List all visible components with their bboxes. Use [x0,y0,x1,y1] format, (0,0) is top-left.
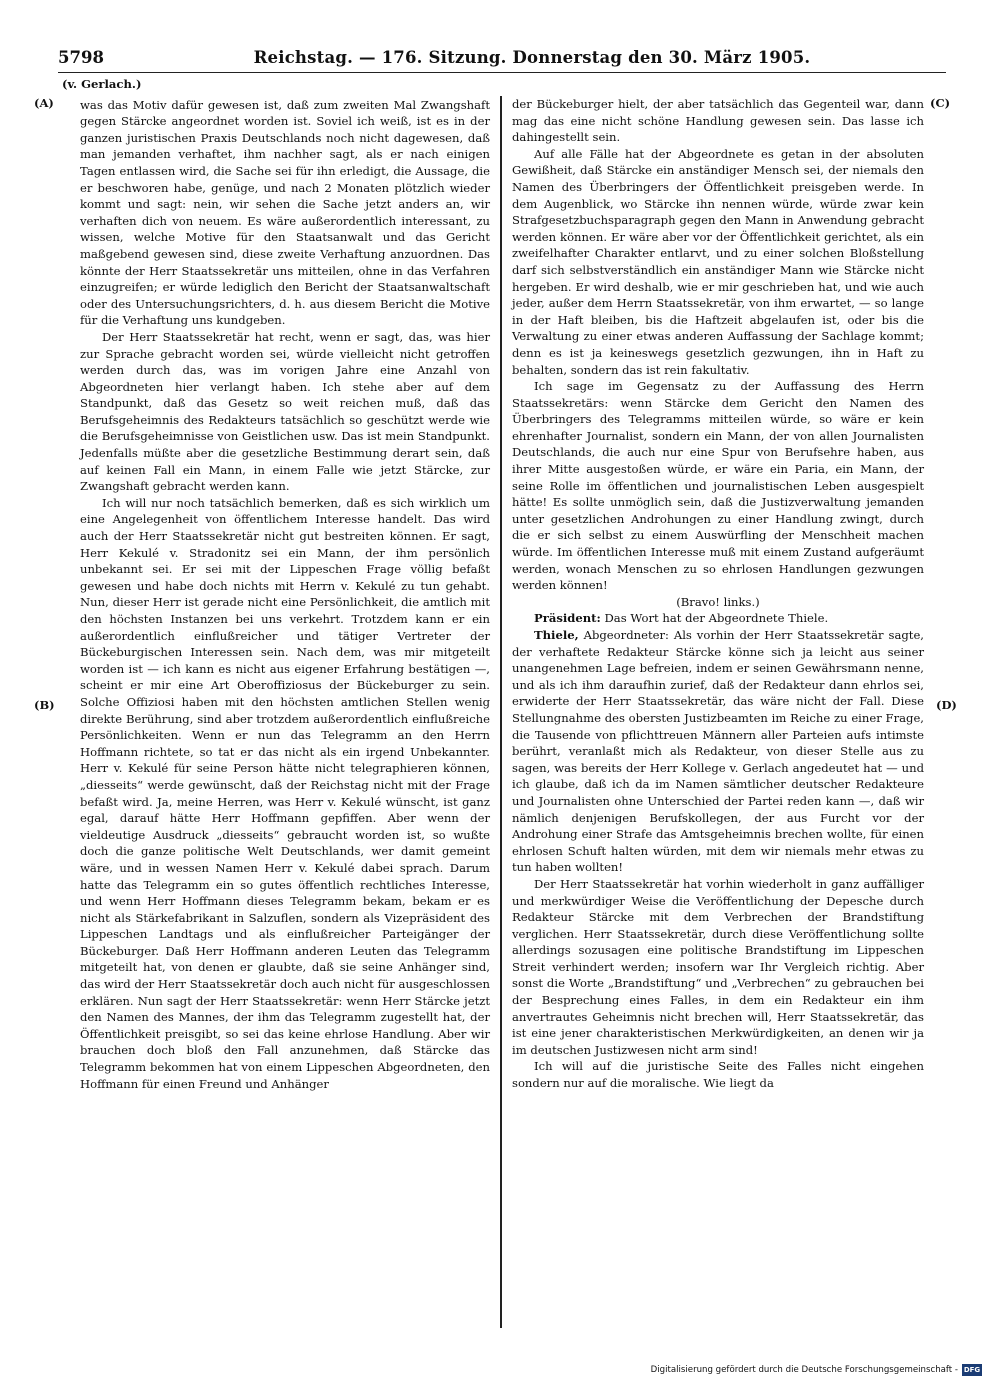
thiele-label: Thiele, [534,628,579,642]
right-paragraph: Ich will auf die juristische Seite des Falles nicht eingehen sondern nur auf die moralische. Wie liegt da [512,1059,924,1091]
speaker-prefix: (v. Gerlach.) [62,77,142,91]
right-column [512,96,924,1092]
thiele-speech [512,627,924,876]
margin-marker-a: (A) [34,96,54,110]
right-paragraph: Ich sage im Gegensatz zu der Auffassung des Herrn Staatssekretärs: wenn Stärcke dem Gericht den Namen des Überbringers des Telegramms mitteilen würde, so wäre er kein ehrenhafter Journalist, sondern ein Mann, der von allen Journalisten Deutschlands, die auch nur eine Spur von Berufsehre haben, aus ihrer Mitte ausgestoßen würde, er wäre ein Paria, ein Mann, der seine Rolle im öffentlichen und journalistischen Leben ausgespielt hätte! Es sollte unmöglich sein, daß die Justizverwaltung jemanden unter gesetzlichen Androhungen zu einer Handlung zwingt, durch die er sich selbst zu einem Auswürfling der Menschheit machen würde. Im öffentlichen Interesse muß mit einem Zustand aufgeräumt werden, wonach Menschen zu so ehrlosen Handlungen gezwungen werden können! [512,379,924,593]
page-header-title: Reichstag. — 176. Sitzung. Donnerstag den 30. März 1905. [253,47,811,67]
dfg-logo-icon: DFG [963,1366,981,1374]
header-rule [58,72,946,73]
right-paragraph: Der Herr Staatssekretär hat vorhin wiederholt in ganz auffälliger und merkwürdiger Weise die Veröffentlichung der Depesche durch Redakteur Stärcke mit dem Verbrechen der Brandstiftung verglichen. Herr Staatssekretär, durch diese Veröffentlichung sollte allerdings sozusagen eine politische Brandstiftung im Lippeschen Streit verhindert werden; insofern war Ihr Vergleich richtig. Aber sonst die Worte „Brandstiftung“ und „Verbrechen“ zu gebrauchen bei der Besprechung eines Falles, in dem ein Redakteur ein ihm anvertrautes Geheimnis nicht brechen will, Herr Staatssekretär, das ist eine jener charakteristischen Merkwürdigkeiten, an denen wir ja im deutschen Justizwesen nicht arm sind! [512,876,924,1057]
left-paragraph: was das Motiv dafür gewesen ist, daß zum zweiten Mal Zwangshaft gegen Stärcke angeordnet worden ist. Soviel ich weiß, ist es in der ganzen juristischen Praxis Deutschlands noch nicht dagewesen, daß man jemanden verhaftet, ihm nachher sagt, als er nach einigen Tagen entlassen wird, die Sache sei für ihn erledigt, die Aussage, die er beschworen habe, genüge, und nach 2 Monaten plötzlich wieder kommt und sagt: nein, wir sehen die Sache jetzt anders an, wir verhaften dich von neuem. Es wäre außerordentlich interessant, zu wissen, welche Motive für den Staatsanwalt und das Gericht maßgebend gewesen sind, diese zweite Verhaftung anzuordnen. Das könnte der Herr Staatssekretär uns mitteilen, ohne in das Verfahren einzugreifen; er würde lediglich den Bericht der Staatsanwaltschaft oder des Untersuchungsrichters, d. h. aus diesem Bericht die Motive für die Verhaftung uns kundgeben. [80,97,490,328]
thiele-text: Abgeordneter: Als vorhin der Herr Staatssekretär sagte, der verhaftete Redakteur Stärcke könne sich ja leicht aus seiner unangenehmen Lage befreien, indem er seinen Gewährsmann nenne, und als ich ihm daraufhin zurief, daß der Redakteur dann ehrlos sei, erwiderte der Herr Staatssekretär, das wäre nicht der Fall. Diese Stellungnahme des obersten Justizbeamten im Reiche zu einer Frage, die Tausende von pflichttreuen Männern aller Parteien aufs intimste berührt, veranlaßt mich als Redakteur, von dieser Stelle aus zu sagen, was bereits der Herr Kollege v. Gerlach angedeutet hat — und ich glaube, daß ich da im Namen sämtlicher deutscher Redakteure und Journalisten ohne Unterschied der Partei reden kann —, daß wir nämlich denjenigen Berufskollegen, der aus Furcht vor der Androhung einer Strafe das Amtsgeheimnis brechen wollte, für einen ehrlosen Schuft halten würden, mit dem wir niemals mehr etwas zu tun haben wollten! [512,628,924,875]
president-label: Präsident: [534,611,601,626]
footer [651,1362,982,1378]
left-paragraph: Ich will nur noch tatsächlich bemerken, daß es sich wirklich um eine Angelegenheit von öffentlichem Interesse handelt. Das wird auch der Herr Staatssekretär nicht gut bestreiten können. Er sagt, Herr Kekulé v. Stradonitz sei ein Mann, der ihm persönlich unbekannt sei. Er sei mit der Lippeschen Frage völlig befaßt gewesen und habe doch nichts mit Herrn v. Kekulé zu tun gehabt. Nun, dieser Herr ist gerade nicht eine Persönlichkeit, die amtlich mit den höchsten Instanzen bei uns verkehrt. Trotzdem kann er ein außerordentlich einflußreicher und tätiger Vertreter der Bückeburgischen Interessen sein. Nach dem, was mir mitgeteilt worden ist — ich kann es nicht aus eigener Erfahrung bestätigen —, scheint er mir eine Art Oberoffiziosus der Bückeburger zu sein. Solche Offiziosi haben mit den höchsten amtlichen Stellen wenig direkte Berührung, sind aber trotzdem außerordentlich einflußreiche Persönlichkeiten. Wenn er nun das Telegramm an den Herrn Hoffmann richtete, so tat er das nicht als ein irgend Unbekannter. Herr v. Kekulé für seine Person hätte nicht telegraphieren können, „diesseits“ werde gewünscht, daß der Reichstag nicht mit der Frage befaßt wird. Ja, meine Herren, was Herr v. Kekulé wünscht, ist ganz egal, darauf hätte Herr Hoffmann gepfiffen. Aber wenn der vieldeutige Ausdruck „diesseits“ gebraucht worden ist, so wußte doch die ganze politische Welt Deutschlands, wer damit gemeint wäre, und in wessen Namen Herr v. Kekulé dabei sprach. Darum hatte das Telegramm ein so gutes öffentlich rechtliches Interesse, und wenn Herr Hoffmann dieses Telegramm bekam, bekam er es nicht als Stärkefabrikant in Salzuflen, sondern als Vizepräsident des Lippeschen Landtags und als einflußreicher Parteigänger der Bückeburger. Daß Herr Hoffmann anderen Leuten das Telegramm mitgeteilt hat, von denen er glaubte, daß sie seine Anhänger sind, das wird der Herr Staatssekretär doch auch nicht für ausgeschlossen erklären. Nun sagt der Herr Staatssekretär: wenn Herr Stärcke jetzt den Namen des Mannes, der ihm das Telegramm zugestellt hat, der Öffentlichkeit preisgibt, so sei das keine ehrlose Handlung. Aber wir brauchen doch bloß den Fall anzunehmen, daß Stärcke das Telegramm bekommen hat von einem Lippeschen Abgeordneten, den Hoffmann für einen Freund und Anhänger [80,495,490,1091]
margin-marker-b: (B) [34,698,55,712]
left-paragraph: Der Herr Staatssekretär hat recht, wenn er sagt, das, was hier zur Sprache gebracht worden sei, würde vielleicht nicht getroffen werden durch das, was im vorigen Jahre eine Anzahl von Abgeordneten hier verlangt haben. Ich stehe aber auf dem Standpunkt, daß das Gesetz so weit reichen muß, daß das Berufsgeheimnis des Redakteurs tatsächlich so geschützt werde wie die Berufsgeheimnisse von Geistlichen usw. Das ist mein Standpunkt. Jedenfalls müßte aber die gesetzliche Bestimmung derart sein, daß auf keinen Fall ein Mann, in einem Falle wie jetzt Stärcke, zur Zwangshaft gebracht werden kann. [80,329,490,494]
president-text: Das Wort hat der Abgeordnete Thiele. [604,611,829,626]
right-paragraph: Auf alle Fälle hat der Abgeordnete es getan in der absoluten Gewißheit, daß Stärcke ein anständiger Mensch sei, der niemals den Namen des Überbringers der Öffentlichkeit preisgeben werde. In dem Augenblick, wo Stärcke ihn nennen würde, würde zwar kein Strafgesetzbuchsparagraph gegen den Mann in Anwendung gebracht werden können. Er wäre aber vor der Öffentlichkeit gerichtet, als ein zweifelhafter Charakter entlarvt, und zu einer solchen Bloßstellung darf sich selbstverständlich ein anständiger Mann wie Stärcke nicht hergeben. Er wird deshalb, wie er mir geschrieben hat, und wie auch jeder, außer dem Herrn Staatssekretär, von ihm erwartet, — so lange in der Haft bleiben, bis die Haftzeit abgelaufen ist, oder bis die Verwaltung zu einer etwas anderen Auffassung der Sachlage kommt; denn es ist ja keineswegs gesetzlich gezwungen, ihn in Haft zu behalten, sondern das ist rein fakultativ. [512,146,924,377]
left-column [62,77,490,1092]
margin-marker-d: (D) [936,698,957,712]
page-header [58,44,946,70]
applause-note: (Bravo! links.) [676,594,760,609]
margin-marker-c: (C) [930,96,951,110]
page-number: 5798 [58,47,104,67]
right-paragraph: der Bückeburger hielt, der aber tatsächlich das Gegenteil war, dann mag das eine nicht schöne Handlung gewesen sein. Das lasse ich dahingestellt sein. [512,97,924,145]
president-statement [512,610,924,627]
column-divider [500,96,502,1328]
footer-credit: Digitalisierung gefördert durch die Deutsche Forschungsgemeinschaft - [650,1365,958,1375]
